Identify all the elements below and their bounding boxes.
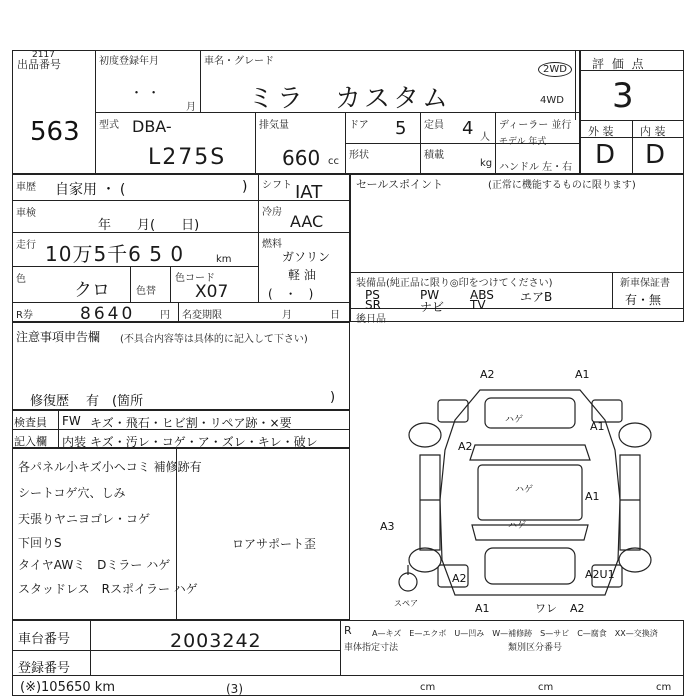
interior-text: キズ・汚レ・コゲ・ア・ズレ・キレ・破レ [90,435,318,449]
len-unit: cm [420,682,436,693]
damage-mark: A1 [475,602,490,615]
mileage-note: (※)105650 km [20,680,115,695]
damage-mark: A1 [585,490,600,503]
exhibit-label: 出品番号 [17,58,61,71]
divider [350,272,684,273]
displacement-label: 排気量 [259,120,289,131]
divider [350,308,684,309]
ac-label: 冷房 [262,207,282,218]
name-change-day: 日 [330,310,340,321]
model-name-value: ミラ カスタム [248,84,452,114]
remark-line: シートコゲ穴、しみ [18,486,126,500]
chassis-label: 車台番号 [18,632,71,647]
recycle-unit: 円 [160,310,170,321]
damage-mark: A1 [590,420,605,433]
divider [12,302,350,303]
first-reg-dots: ・ ・ [130,86,161,101]
divider [12,675,684,676]
divider [178,302,179,322]
width-unit: cm [538,682,554,693]
damage-mark: A1 [575,368,590,381]
fw-text: キズ・飛石・ヒビ割・リペア跡・×要 [90,416,292,430]
sales-point-note: (正常に機能するものに限ります) [488,180,636,191]
inspector-label1: 検査員 [14,416,47,429]
damage-mark: A2 [570,602,585,615]
month-mark: 月 [186,102,196,113]
fw-label: FW [62,414,81,428]
shift-label: シフト [262,180,292,191]
warranty-value: 有・無 [625,293,662,307]
repair-close: ) [330,390,336,405]
chassis-value: 2003242 [170,630,262,652]
equipment-item: PW [420,288,440,302]
divider [170,266,171,302]
remark-line: 下回りS [18,536,62,550]
capacity-label: 定員 [424,120,444,131]
divider [632,120,633,174]
later-label: 後日品 [356,314,386,325]
divider [340,620,341,675]
damage-mark: ワレ [535,602,557,615]
model-code-label: 型式 [99,120,119,131]
damage-note: ハゲ [515,485,534,495]
capacity-value: 4 [462,118,474,139]
doors-value: 5 [395,118,407,139]
legend: A—キズ E—エクボ U—凹み W—補修跡 S—サビ C—腐食 XX—交換済 [372,629,658,638]
car-damage-diagram [380,360,680,620]
reg-label: 登録番号 [18,661,71,676]
equipment-item: PS [365,288,380,302]
handle-label: ハンドル 左・右 [499,162,573,173]
divider [200,50,201,112]
r-label: R [344,624,352,637]
ac-value: AAC [290,212,324,231]
interior-value: D [645,140,666,170]
damage-mark: A2 [480,368,495,381]
damage-note: ハゲ [505,415,524,425]
usage-label: 車歴 [16,182,36,193]
shape-label: 形状 [349,150,369,161]
warranty-label: 新車保証書 [620,278,670,289]
color-code-label: 色コード [175,273,215,284]
model-year-label: モデル 年式 [499,137,547,147]
height-unit: cm [656,682,672,693]
repair-label: 修復歴 [30,394,70,409]
equipment-item: エアB [520,290,553,304]
remark-line: 天張りヤニヨゴレ・コゲ [18,512,151,526]
drive-4wd: 4WD [540,95,564,106]
color-value: クロ [74,280,110,301]
closing-paren: (3) [226,682,243,696]
damage-mark: A2U1 [585,568,615,581]
exterior-value: D [595,140,616,170]
drive-2wd: 2WD [538,62,572,77]
divider [255,112,256,174]
notes-sub: (不具合内容等は具体的に記入して下さい) [120,334,308,345]
load-unit: kg [480,158,493,169]
usage-close: ) [242,179,248,195]
name-change-month: 月 [282,310,292,321]
remark-line: スタッドレス Rスポイラー ハゲ [18,582,198,596]
inspection-value: 年 月( 日) [98,218,200,233]
interior-label: 内 装 [640,125,666,138]
fuel-gas: ガソリン [282,250,331,264]
lot-number: 563 [30,117,80,147]
divider [258,174,259,302]
remark-line: 各パネル小キズ小ヘコミ 補修跡有 [18,460,202,474]
color-code-value: X07 [195,282,229,302]
exterior-label: 外 装 [588,125,614,138]
fuel-paren: ( ・ ) [268,287,314,301]
dims-label2: 類別区分番号 [508,643,563,653]
damage-note: ハゲ [508,521,527,531]
notes-title: 注意事項申告欄 [16,330,101,344]
model-prefix: DBA- [132,117,172,136]
color-swap-label: 色替 [136,286,156,297]
damage-mark: A2 [452,572,467,585]
inspection-label: 車検 [16,208,36,219]
recycle-value: 8640 [80,304,136,324]
damage-mark: A3 [380,520,395,533]
interior-label-row: 内装 [62,435,87,449]
load-label: 積載 [424,150,444,161]
dealer-label: ディーラー 並行 [499,120,572,131]
dims-label1: 車体指定寸法 [344,643,399,653]
fuel-light: 軽 油 [288,268,316,282]
first-reg-label: 初度登録年月 [99,56,159,67]
displacement-value: 660 [282,146,321,170]
mileage-value: 10万5千6 5 0 [45,242,185,266]
divider [58,410,59,448]
remark-line: タイヤAWミ Dミラー ハゲ [18,558,171,572]
mileage-label: 走行 [16,240,36,251]
divider [130,266,131,302]
divider [575,50,576,120]
repair-value: 有 (箇所 [86,394,144,409]
damage-mark: A2 [458,440,473,453]
name-change-label: 名変期限 [182,310,222,321]
fuel-label: 燃料 [262,239,282,250]
doors-label: ドア [349,120,369,131]
score-label: 評 価 点 [592,57,646,71]
equipment-label: 装備品(純正品に限り◎印をつけてください) [356,278,553,289]
exhibit-sub: 2117 [32,50,55,60]
mileage-unit: km [216,254,232,265]
equipment-item: ABS [470,288,494,302]
equipment-item: SR [365,298,381,312]
equipment-item: TV [470,298,486,312]
equipment-item: ナビ [420,300,445,314]
recycle-label: R券 [16,310,33,321]
divider [90,620,91,675]
sales-point-label: セールスポイント [356,178,444,191]
model-code: L275S [148,145,227,170]
inspector-label2: 記入欄 [14,435,47,448]
model-name-label: 車名・グレード [204,56,274,67]
score-value: 3 [612,76,634,116]
capacity-unit: 人 [480,132,490,143]
divider [612,272,613,308]
spare-label: スペア [394,599,418,608]
displacement-unit: cc [328,156,339,167]
usage-value: 自家用 ・ ( [55,182,126,198]
color-label: 色 [16,274,26,285]
remark-right: ロアサポート歪 [232,537,317,551]
shift-value: IAT [295,182,323,203]
